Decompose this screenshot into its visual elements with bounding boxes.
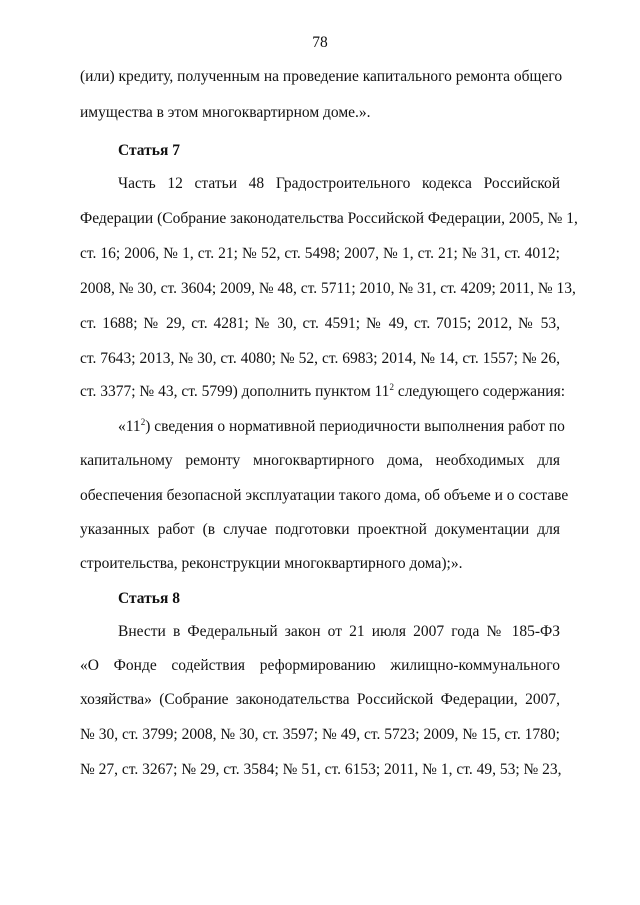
article-7-line-6: ст. 7643; 2013, № 30, ст. 4080; № 52, ст. 6983; 2014, № 14, ст. 1557; № 26, (80, 350, 560, 367)
page-number: 78 (312, 34, 328, 51)
quote-line-4: указанных работ (в случае подготовки проектной документации для (80, 521, 560, 538)
quote-line-5: строительства, реконструкции многоквартирного дома);». (80, 555, 463, 572)
superscript-2: 2 (389, 382, 394, 392)
article-7-line-5: ст. 1688; № 29, ст. 4281; № 30, ст. 4591; № 49, ст. 7015; 2012, № 53, (80, 315, 560, 332)
article-8-line-1: Внести в Федеральный закон от 21 июля 2007 года № 185-ФЗ (118, 623, 560, 640)
article-7-line-4: 2008, № 30, ст. 3604; 2009, № 48, ст. 5711; 2010, № 31, ст. 4209; 2011, № 13, (80, 280, 576, 297)
quote-line-1-start: «11 (118, 418, 141, 435)
quote-line-3: обеспечения безопасной эксплуатации такого дома, об объеме и о составе (80, 487, 569, 504)
article-7-line-7-text: ст. 3377; № 43, ст. 5799) дополнить пунктом 11 (80, 383, 390, 400)
article-8-line-5: № 27, ст. 3267; № 29, ст. 3584; № 51, ст. 6153; 2011, № 1, ст. 49, 53; № 23, (80, 761, 562, 778)
quote-line-1 (118, 417, 565, 436)
article-7-line-7-tail: следующего содержания: (393, 383, 566, 400)
article-8-heading: Статья 8 (118, 590, 180, 607)
intro-line-2: имущества в этом многоквартирном доме.». (80, 104, 371, 121)
intro-line-1: (или) кредиту, полученным на проведение капитального ремонта общего (80, 68, 563, 85)
superscript-2: 2 (140, 417, 146, 427)
quote-line-1-text: ) сведения о нормативной периодичности выполнения работ по (145, 418, 565, 435)
article-7-line-1: Часть 12 статьи 48 Градостроительного кодекса Российской (118, 175, 560, 192)
article-8-line-3: хозяйства» (Собрание законодательства Российской Федерации, 2007, (80, 691, 560, 708)
article-8-line-2: «О Фонде содействия реформированию жилищно-коммунального (80, 657, 560, 674)
article-7-line-2: Федерации (Собрание законодательства Российской Федерации, 2005, № 1, (80, 210, 578, 227)
article-8-line-4: № 30, ст. 3799; 2008, № 30, ст. 3597; № 49, ст. 5723; 2009, № 15, ст. 1780; (80, 726, 560, 743)
article-7-line-7 (80, 382, 566, 401)
article-7-heading: Статья 7 (118, 142, 180, 159)
article-7-line-3: ст. 16; 2006, № 1, ст. 21; № 52, ст. 5498; 2007, № 1, ст. 21; № 31, ст. 4012; (80, 245, 560, 262)
quote-line-2: капитальному ремонту многоквартирного дома, необходимых для (80, 452, 560, 469)
